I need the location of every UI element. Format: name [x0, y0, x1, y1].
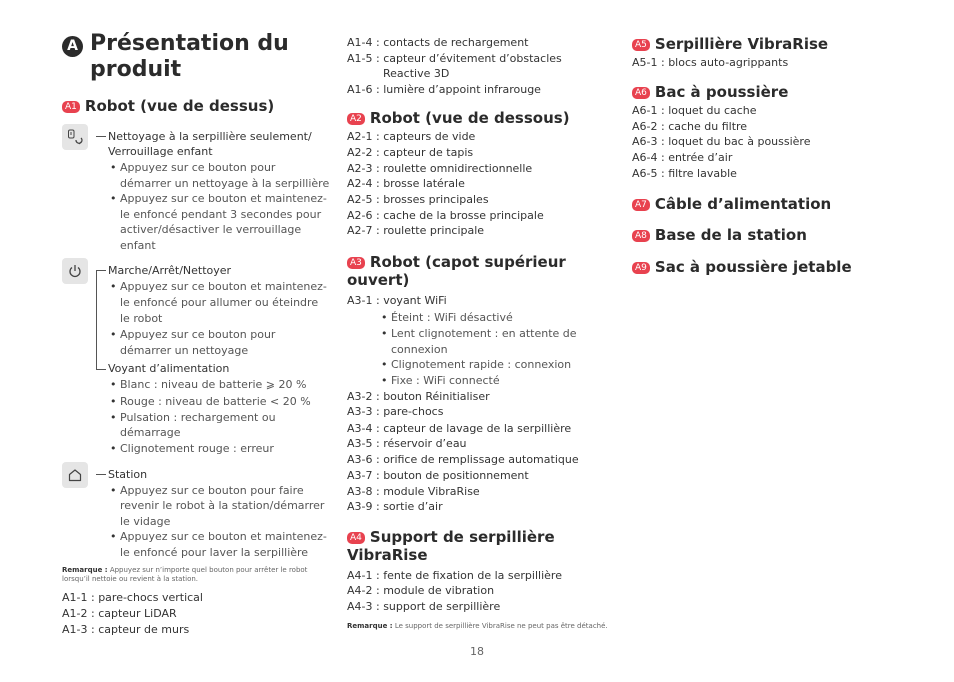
section-title: Robot (vue de dessous) [369, 109, 570, 127]
station-bullet-1: • Appuyez sur ce bouton pour faire [108, 483, 304, 499]
wifi-bullet-2: • Lent clignotement : en attente de [379, 326, 577, 342]
indicator-bullet-1: • Blanc : niveau de batterie ⩾ 20 % [108, 377, 306, 393]
indicator-bullet-2: • Rouge : niveau de batterie < 20 % [108, 394, 311, 410]
list-item: A6-2 : cache du filtre [632, 120, 748, 133]
section-a2-heading [347, 108, 570, 127]
mop-bullet-2: • Appuyez sur ce bouton et maintenez- [108, 191, 327, 207]
mop-bullet-1: • Appuyez sur ce bouton pour [108, 160, 275, 176]
power-bullet-2: • Appuyez sur ce bouton pour [108, 327, 275, 343]
section-a7-heading [632, 194, 831, 213]
list-item: A2-1 : capteurs de vide [347, 130, 476, 143]
power-indicator-title: Voyant d’alimentation [108, 362, 230, 375]
section-badge: A9 [632, 262, 650, 274]
section-a9-heading [632, 257, 852, 276]
list-item: A2-4 : brosse latérale [347, 177, 465, 190]
power-button-title: Marche/Arrêt/Nettoyer [108, 264, 232, 277]
section-badge: A7 [632, 199, 650, 211]
list-item: A1-1 : pare-chocs vertical [62, 591, 203, 604]
list-item: A3-8 : module VibraRise [347, 485, 480, 498]
list-item: A1-2 : capteur LiDAR [62, 607, 177, 620]
list-item: A2-7 : roulette principale [347, 224, 485, 237]
list-item: A4-1 : fente de fixation de la serpillière [347, 569, 562, 582]
list-item: A2-3 : roulette omnidirectionnelle [347, 162, 533, 175]
list-item: A4-2 : module de vibration [347, 584, 495, 597]
section-badge: A3 [347, 257, 365, 269]
list-item: A1-5 : capteur d’évitement d’obstacles [347, 52, 562, 65]
list-item: A4-3 : support de serpillière [347, 600, 501, 613]
section-title: Base de la station [654, 226, 807, 244]
remark-note: Remarque : Le support de serpillière VibraRise ne peut pas être détaché. [347, 622, 608, 630]
page-title: Présentation du produit [90, 31, 289, 82]
list-item: A3-3 : pare-chocs [347, 405, 444, 418]
station-button-title: Station [108, 468, 148, 481]
list-item: A3-4 : capteur de lavage de la serpillière [347, 422, 572, 435]
indicator-bullet-4: • Clignotement rouge : erreur [108, 441, 274, 457]
connector-line [96, 136, 106, 137]
power-icon [62, 258, 88, 284]
section-a8-heading [632, 225, 807, 244]
section-badge: A1 [62, 101, 80, 113]
bracket-line [96, 270, 97, 370]
list-item: A3-6 : orifice de remplissage automatique [347, 453, 579, 466]
wifi-bullet-3: • Clignotement rapide : connexion [379, 357, 571, 373]
list-item: A2-2 : capteur de tapis [347, 146, 474, 159]
section-badge: A6 [632, 87, 650, 99]
section-badge: A8 [632, 230, 650, 242]
indicator-bullet-3: • Pulsation : rechargement ou [108, 410, 276, 426]
list-item: A5-1 : blocs auto-agrippants [632, 56, 789, 69]
page-number: 18 [470, 645, 484, 658]
list-item: A2-6 : cache de la brosse principale [347, 209, 544, 222]
list-item: A6-1 : loquet du cache [632, 104, 757, 117]
list-item: A1-6 : lumière d’appoint infrarouge [347, 83, 541, 96]
section-a3-heading: A3 Robot (capot supérieur ouvert) [347, 253, 566, 289]
list-item: A3-9 : sortie d’air [347, 500, 443, 513]
section-letter-badge: A [62, 36, 83, 57]
section-title: Robot (vue de dessus) [84, 97, 275, 115]
mop-button-title: Nettoyage à la serpillière seulement/ [108, 130, 312, 143]
section-title: Serpillière VibraRise [654, 35, 829, 53]
list-item: A6-5 : filtre lavable [632, 167, 737, 180]
wifi-bullet-4: • Fixe : WiFi connecté [379, 373, 500, 389]
list-item: A3-7 : bouton de positionnement [347, 469, 529, 482]
connector-line [96, 474, 106, 475]
section-badge: A5 [632, 39, 650, 51]
station-bullet-2: • Appuyez sur ce bouton et maintenez- [108, 529, 327, 545]
section-title: Sac à poussière jetable [654, 258, 852, 276]
list-item: A3-1 : voyant WiFi [347, 294, 447, 307]
section-badge: A2 [347, 113, 365, 125]
mop-lock-icon [62, 124, 88, 150]
section-a1-heading [62, 96, 274, 115]
remark-note: Remarque : Appuyez sur n’importe quel bouton pour arrêter le robot [62, 566, 308, 574]
wifi-bullet-1: • Éteint : WiFi désactivé [379, 310, 513, 326]
list-item: A6-4 : entrée d’air [632, 151, 733, 164]
list-item: A1-4 : contacts de rechargement [347, 36, 529, 49]
list-item: A3-5 : réservoir d’eau [347, 437, 467, 450]
home-icon [62, 462, 88, 488]
section-a4-heading: A4 Support de serpillière VibraRise [347, 528, 555, 564]
list-item: A2-5 : brosses principales [347, 193, 489, 206]
list-item: A3-2 : bouton Réinitialiser [347, 390, 490, 403]
power-bullet-1: • Appuyez sur ce bouton et maintenez- [108, 279, 327, 295]
section-title: Câble d’alimentation [654, 195, 832, 213]
mop-button-title-2: Verrouillage enfant [108, 145, 213, 158]
section-a5-heading [632, 34, 828, 53]
section-badge: A4 [347, 532, 365, 544]
section-title: Bac à poussière [654, 83, 789, 101]
list-item: A1-3 : capteur de murs [62, 623, 190, 636]
section-a6-heading [632, 82, 788, 101]
section-title: Support de serpillière [369, 528, 555, 546]
section-title: Robot (capot supérieur [369, 253, 566, 271]
list-item: A6-3 : loquet du bac à poussière [632, 135, 811, 148]
